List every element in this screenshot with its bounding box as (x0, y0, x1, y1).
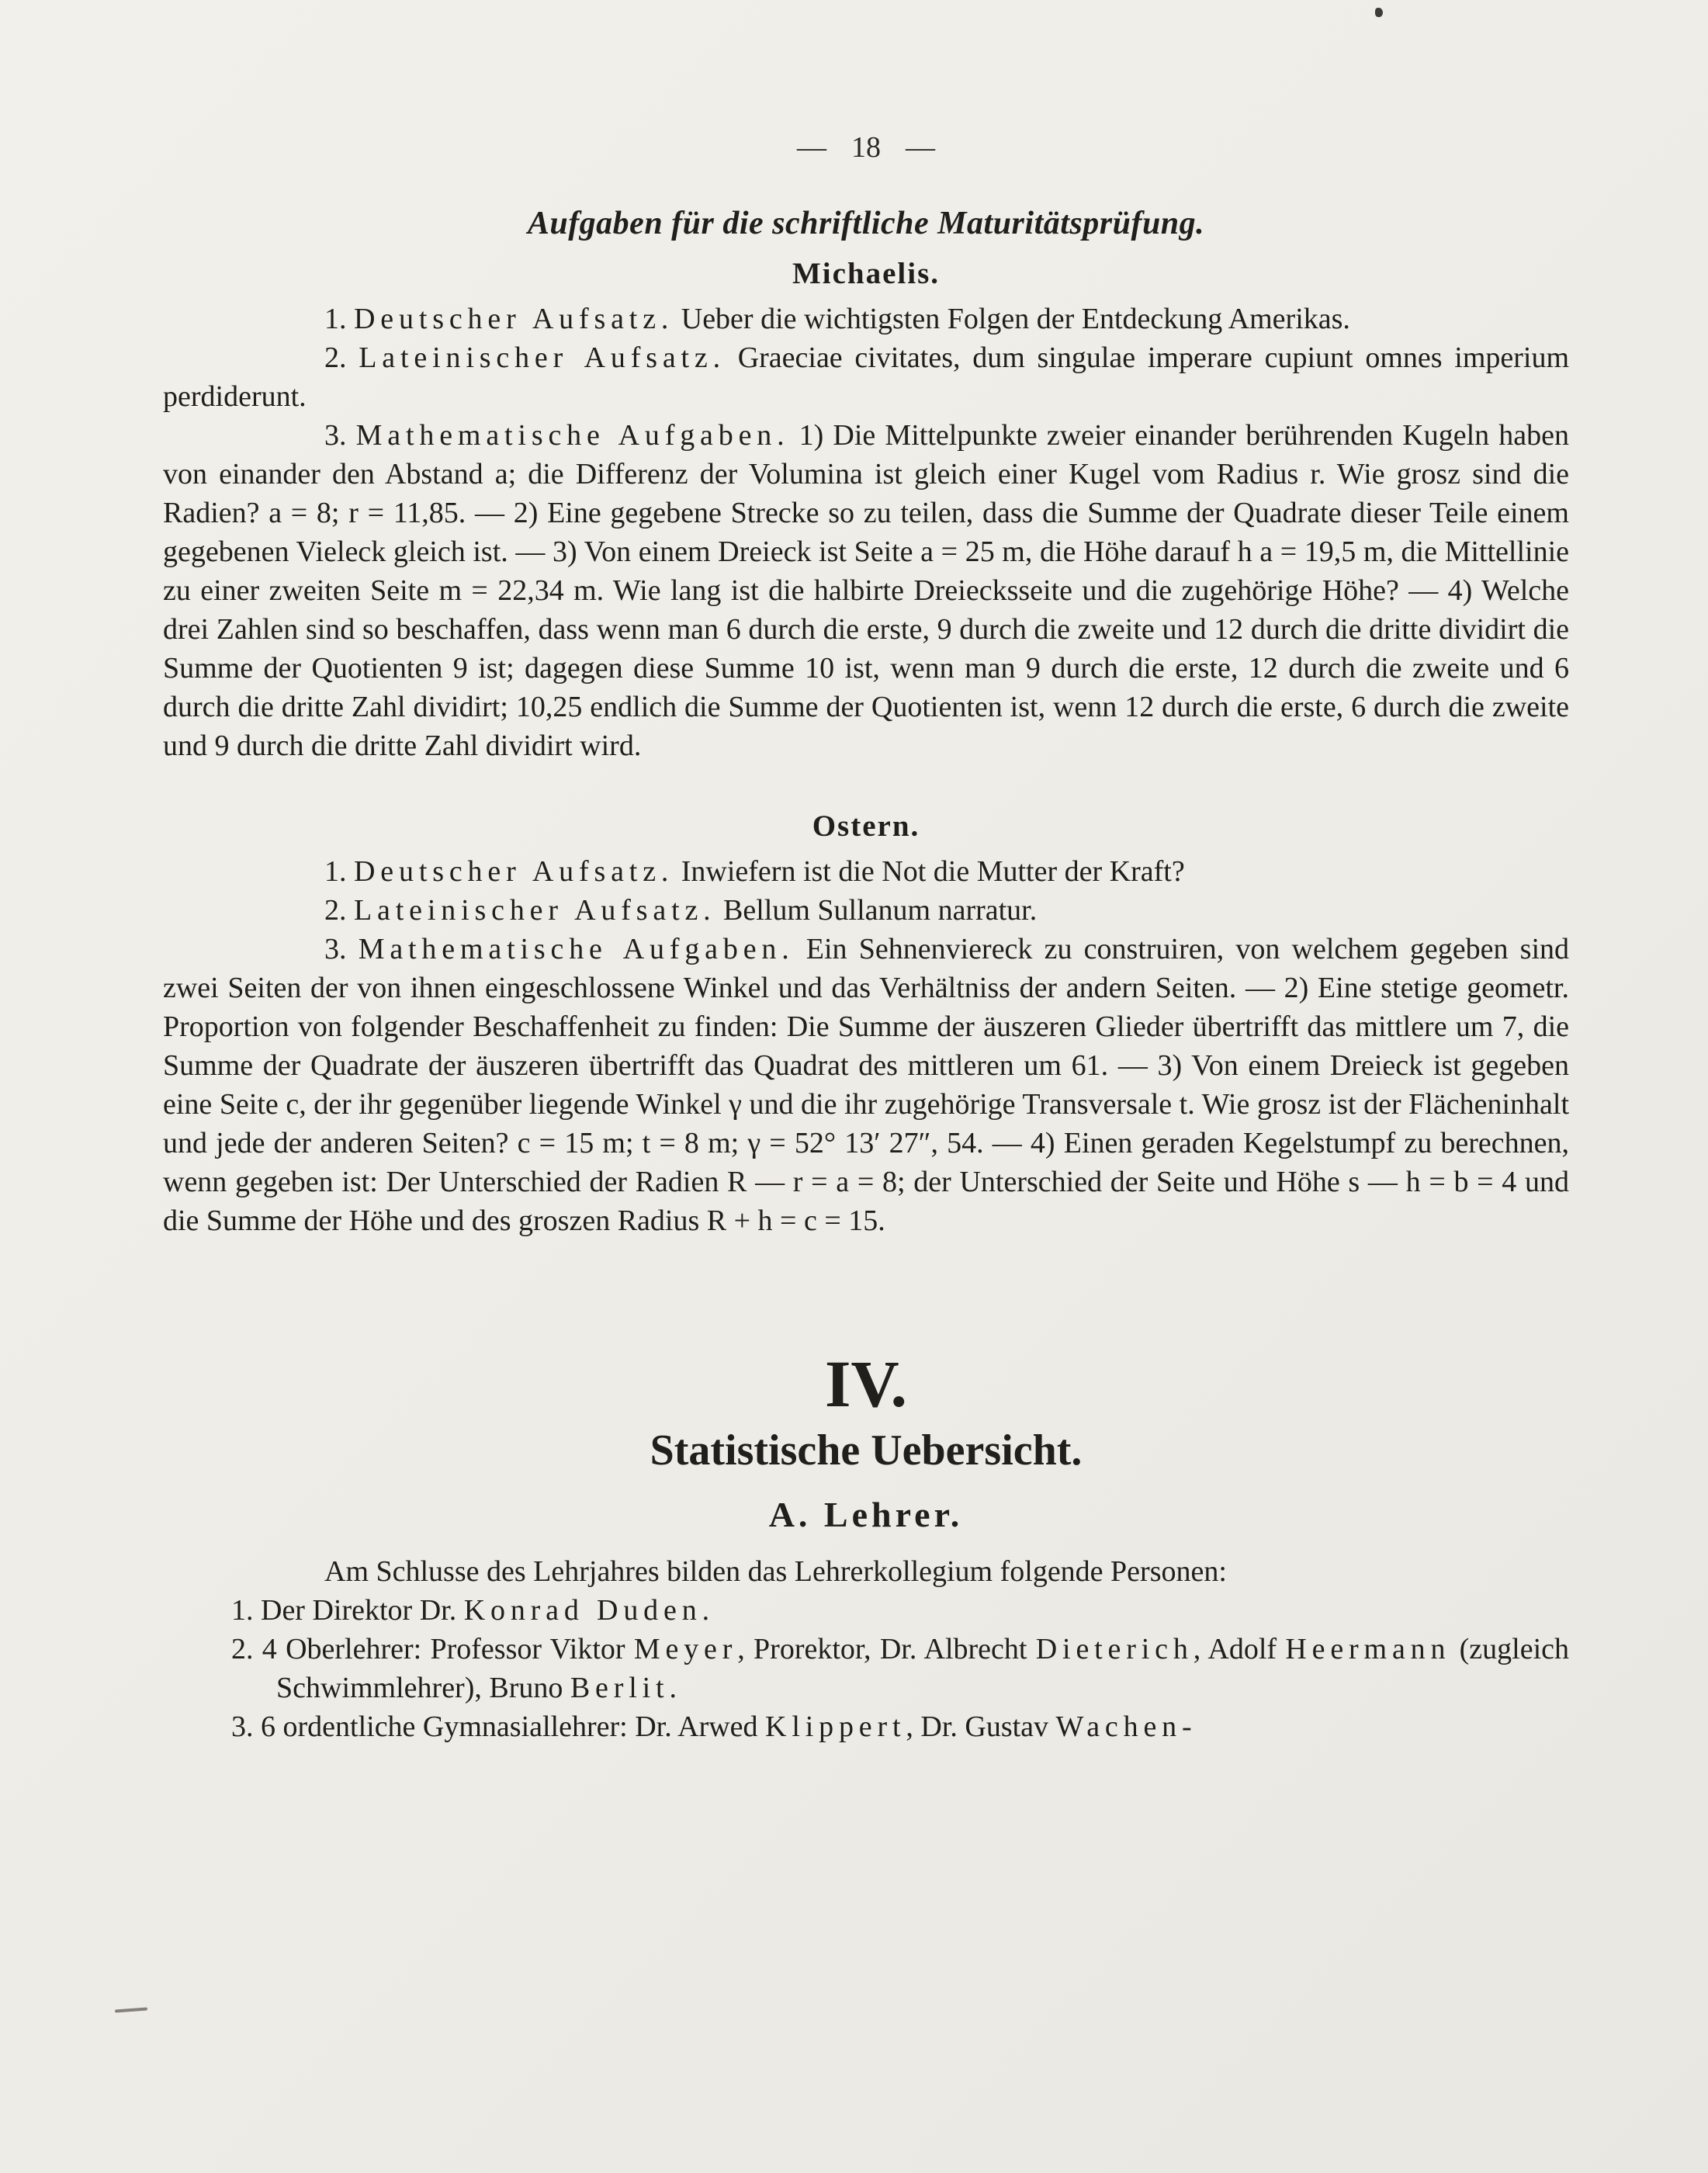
ostern-item-3 (163, 930, 1569, 1240)
text-run: 3. (324, 419, 356, 452)
text-run: 2. 4 Oberlehrer: Professor Viktor (231, 1633, 634, 1665)
text-run: . (702, 1594, 710, 1627)
page-number-dash-right: — (906, 131, 935, 164)
ostern-item-2 (163, 891, 1569, 930)
text-run: , Dr. Gustav (906, 1710, 1056, 1743)
text-run: . (669, 1672, 677, 1704)
spaced-text-run: Deutscher Aufsatz. (354, 303, 674, 335)
text-run: 2. (324, 341, 359, 374)
text-run: Ueber die wichtigsten Folgen der Entdeckung Amerikas. (674, 303, 1350, 335)
text-block (163, 130, 1569, 1746)
section-heading-lehrer: A. Lehrer. (768, 1495, 964, 1534)
text-run: 1. Der Direktor Dr. (231, 1594, 464, 1627)
chapter-title: Statistische Uebersicht. (650, 1426, 1083, 1475)
spaced-text-run: Lateinischer Aufsatz. (354, 894, 716, 927)
text-run: 3. 6 ordentliche Gymnasiallehrer: Dr. Arwed (231, 1710, 766, 1743)
teacher-item-1 (163, 1591, 1569, 1630)
spaced-text-run: Heermann (1285, 1633, 1451, 1665)
teacher-item-3 (163, 1707, 1569, 1746)
michaelis-item-2 (163, 338, 1569, 416)
chapter-numeral: IV. (825, 1346, 907, 1421)
text-run: , Adolf (1193, 1633, 1286, 1665)
intro-paragraph: Am Schlusse des Lehrjahres bilden das Lehrerkollegium folgende Personen: (324, 1555, 1227, 1588)
page-header (163, 130, 1569, 165)
text-run: Bellum Sullanum narratur. (715, 894, 1038, 927)
scan-artifact-speck (1375, 8, 1383, 17)
text-run: 2. (324, 894, 354, 927)
spaced-text-run: Wachen- (1055, 1710, 1197, 1743)
spaced-text-run: Mathematische Aufgaben. (358, 933, 795, 965)
text-run: 3. (324, 933, 359, 965)
michaelis-item-3 (163, 416, 1569, 765)
page-number: 18 (851, 131, 881, 164)
heading-michaelis: Michaelis. (792, 257, 941, 290)
text-run: , Prorektor, Dr. Albrecht (737, 1633, 1036, 1665)
scan-artifact-mark (115, 2008, 147, 2013)
spaced-text-run: Konrad Duden (463, 1594, 702, 1627)
spaced-text-run: Mathematische Aufgaben. (355, 419, 790, 452)
spaced-text-run: Berlit (570, 1672, 670, 1704)
text-run: Graeciae civitates, dum singulae imperare cupiunt omnes imperium perdiderunt. (163, 341, 1570, 413)
spaced-text-run: Lateinischer Aufsatz. (359, 341, 726, 374)
spaced-text-run: Klippert (765, 1710, 906, 1743)
spaced-text-run: Deutscher Aufsatz. (354, 855, 674, 888)
spaced-text-run: Meyer (633, 1633, 738, 1665)
text-run: Inwiefern ist die Not die Mutter der Kraft? (674, 855, 1185, 888)
exam-title: Aufgaben für die schriftliche Maturitätsprüfung. (527, 206, 1205, 241)
teacher-item-2 (163, 1630, 1569, 1707)
ostern-item-1 (163, 852, 1569, 891)
text-run: 1. (324, 855, 354, 888)
text-run: (zugleich Schwimmlehrer), Bruno (276, 1633, 1570, 1704)
teacher-list (163, 1591, 1569, 1746)
text-run: 1) Die Mittelpunkte zweier einander berührenden Kugeln haben von einander den Abstand a; die Differenz der Volumina ist gleich einer Kugel vom Radius r. Wie grosz sind die Radien? a = 8; r = 11,85. — 2) Eine gegebene Strecke so zu teilen, dass die Summe der Quadrate dieser Teile einem gegebenen Vieleck gleich ist. — 3) Von einem Dreieck ist Seite a = 25 m, die Höhe darauf h a = 19,5 m, die Mittellinie zu einer zweiten Seite m = 22,34 m. Wie lang ist die halbirte Dreiecksseite und die zugehörige Höhe? — 4) Welche drei Zahlen sind so beschaffen, dass wenn man 6 durch die erste, 9 durch die zweite und 12 durch die dritte dividirt die Summe der Quotienten 9 ist; dagegen diese Summe 10 ist, wenn man 9 durch die erste, 12 durch die zweite und 6 durch die dritte Zahl dividirt; 10,25 endlich die Summe der Quotienten ist, wenn 12 durch die erste, 6 durch die zweite und 9 durch die dritte Zahl dividirt wird. (163, 419, 1569, 762)
text-run: Ein Sehnenviereck zu construiren, von welchem gegeben sind zwei Seiten der von ihnen eingeschlossene Winkel und das Verhältniss der andern Seiten. — 2) Eine stetige geometr. Proportion von folgender Beschaffenheit zu finden: Die Summe der äuszeren Glieder übertrifft das mittlere um 7, die Summe der Quadrate der äuszeren übertrifft das Quadrat des mittleren um 61. — 3) Von einem Dreieck ist gegeben eine Seite c, der ihr gegenüber liegende Winkel γ und die ihr zugehörige Transversale t. Wie grosz ist der Flächeninhalt und jede der anderen Seiten? c = 15 m; t = 8 m; γ = 52° 13′ 27″, 54. — 4) Einen geraden Kegelstumpf zu berechnen, wenn gegeben ist: Der Unterschied der Radien R — r = a = 8; der Unterschied der Seite und Höhe s — h = b = 4 und die Summe der Höhe und des groszen Radius R + h = c = 15. (163, 933, 1570, 1237)
page-number-dash-left: — (797, 131, 826, 164)
text-run: 1. (324, 303, 354, 335)
michaelis-item-1 (163, 300, 1569, 338)
heading-ostern: Ostern. (812, 809, 920, 843)
spaced-text-run: Dieterich (1035, 1633, 1194, 1665)
